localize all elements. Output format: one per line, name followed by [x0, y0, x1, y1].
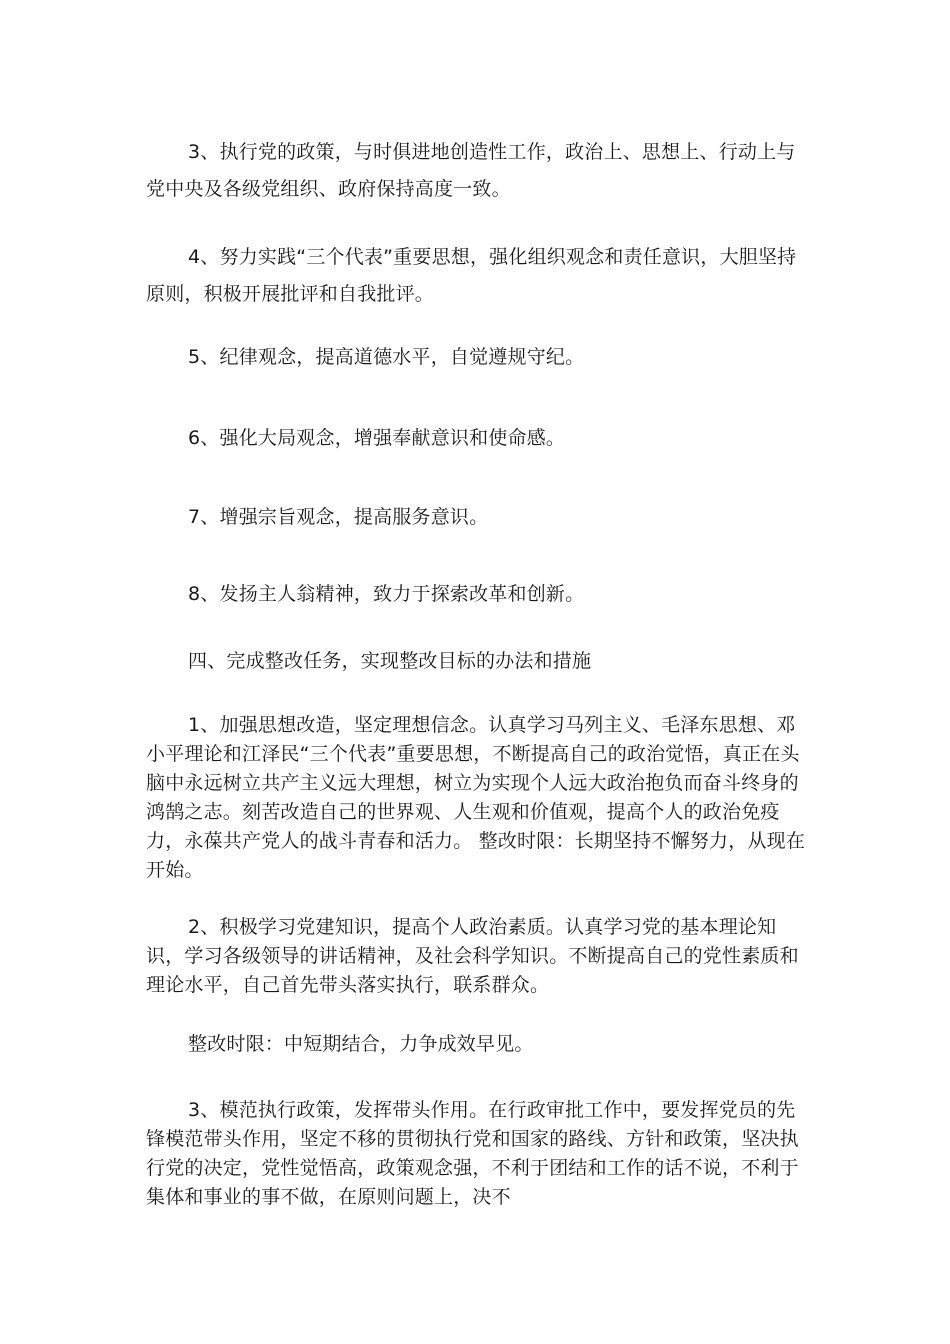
paragraph-item-5: 5、纪律观念，提高道德水平，自觉遵规守纪。 [188, 346, 585, 368]
paragraph-item-6: 6、强化大局观念，增强奉献意识和使命感。 [188, 427, 566, 449]
section-heading: 四、完成整改任务，实现整改目标的办法和措施 [188, 650, 592, 672]
paragraph-measure-2: 2、积极学习党建知识，提高个人政治素质。认真学习党的基本理论知识，学习各级领导的讲话精神，及社会科学知识。不断提高自己的党性素质和理论水平，自己首先带头落实执行，联系群众。 [146, 916, 799, 996]
paragraph-deadline: 整改时限：中短期结合，力争成效早见。 [188, 1033, 534, 1055]
paragraph-measure-3: 3、模范执行政策，发挥带头作用。在行政审批工作中，要发挥党员的先锋模范带头作用，坚定不移的贯彻执行党和国家的路线、方针和政策，坚决执行党的决定，党性觉悟高，政策观念强，不利于团结和工作的话不说，不利于集体和事业的事不做，在原则问题上，决不 [146, 1099, 799, 1208]
paragraph-item-8: 8、发扬主人翁精神，致力于探索改革和创新。 [188, 583, 585, 605]
paragraph-item-3: 3、执行党的政策，与时俱进地创造性工作，政治上、思想上、行动上与党中央及各级党组织、政府保持高度一致。 [146, 141, 796, 200]
paragraph-measure-1: 1、加强思想改造，坚定理想信念。认真学习马列主义、毛泽东思想、邓小平理论和江泽民“三个代表”重要思想，不断提高自己的政治觉悟，真正在头脑中永远树立共产主义远大理想，树立为实现个人远大政治抱负而奋斗终身的鸿鹄之志。刻苦改造自己的世界观、人生观和价值观，提高个人的政治免疫力，永葆共产党人的战斗青春和活力。 整改时限：长期坚持不懈努力，从现在开始。 [146, 714, 806, 881]
paragraph-item-7: 7、增强宗旨观念，提高服务意识。 [188, 506, 489, 528]
paragraph-item-4: 4、努力实践“三个代表”重要思想，强化组织观念和责任意识，大胆坚持原则，积极开展批评和自我批评。 [146, 246, 797, 305]
